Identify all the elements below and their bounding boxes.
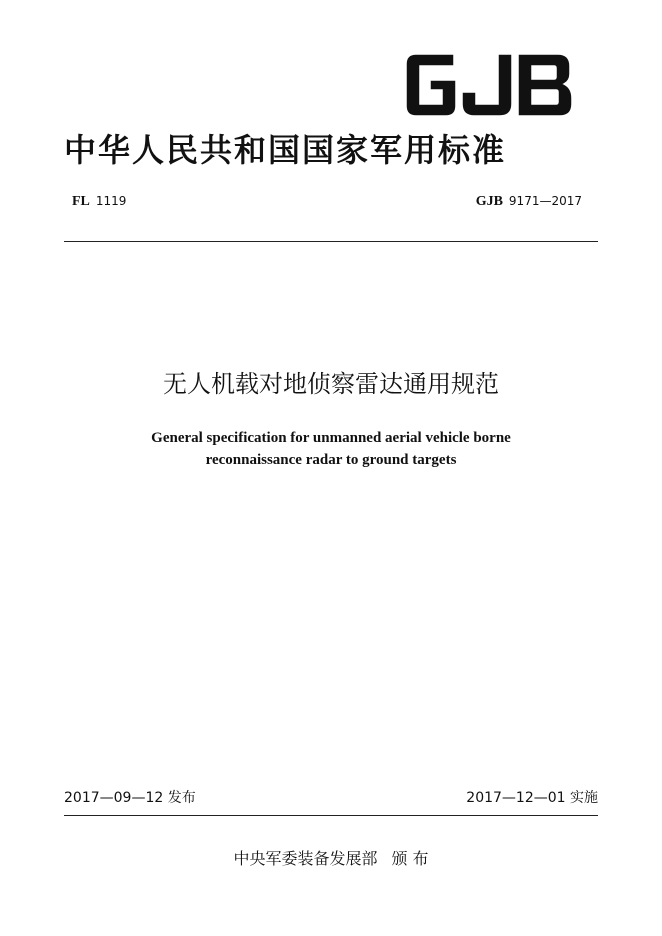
national-standard-title: 中华人民共和国国家军用标准 [64, 131, 507, 169]
footer-divider [64, 815, 598, 816]
issuing-authority [0, 846, 662, 869]
english-title-line-2: reconnaissance radar to ground targets [205, 452, 457, 468]
standard-prefix: GJB [475, 194, 503, 209]
standard-number: 9171—2017 [508, 194, 582, 208]
effective-date: 2017—12—01 实施 [466, 790, 598, 806]
standard-code [476, 194, 582, 210]
gjb-logo [402, 48, 578, 120]
english-title-line-1: General specification for unmanned aerial vehicle borne [151, 430, 511, 446]
header-divider [64, 241, 598, 242]
issue-date: 2017—09—12 发布 [64, 790, 196, 806]
issuer-action: 颁 布 [391, 849, 429, 868]
document-title-chinese: 无人机载对地侦察雷达通用规范 [163, 370, 499, 398]
document-title-english [0, 427, 662, 471]
classification-code [72, 194, 126, 210]
issuer-name: 中央军委装备发展部 [233, 849, 378, 868]
classification-prefix: FL [72, 194, 90, 209]
classification-number: 1119 [95, 194, 127, 208]
